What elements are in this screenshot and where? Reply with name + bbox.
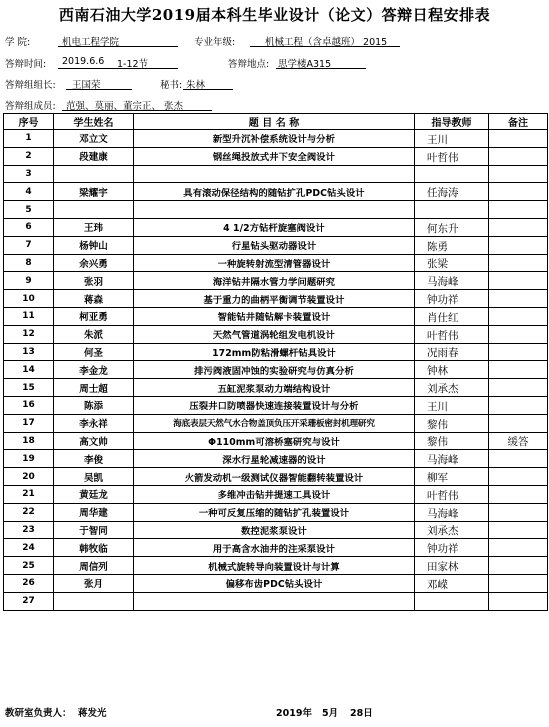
advisor-name: 马海峰	[415, 450, 489, 468]
time-period: 1-12节	[117, 59, 149, 70]
members-label: 答辩组成员:	[5, 101, 56, 112]
table-row	[4, 183, 548, 201]
topic-title: Φ110mm可溶桥塞研究与设计	[134, 432, 415, 450]
advisor-name: 邓嵘	[415, 574, 489, 592]
table-row	[4, 218, 548, 236]
leader-label: 答辩组组长:	[5, 80, 56, 91]
advisor-name: 叶哲伟	[415, 485, 489, 503]
student-name: 韩牧临	[54, 539, 134, 557]
row-number: 17	[4, 414, 54, 432]
row-note	[489, 414, 548, 432]
row-note	[489, 574, 548, 592]
advisor-name: 田家林	[415, 557, 489, 575]
date-day: 28日	[350, 708, 373, 719]
row-number: 16	[4, 396, 54, 414]
row-number: 3	[4, 165, 54, 183]
header-note: 备注	[489, 114, 548, 130]
row-number: 10	[4, 290, 54, 308]
advisor-name: 任海涛	[415, 183, 489, 201]
row-note	[489, 396, 548, 414]
topic-title: 智能钻井随钻解卡装置设计	[134, 307, 415, 325]
row-number: 19	[4, 450, 54, 468]
advisor-name: 刘承杰	[415, 521, 489, 539]
table-row	[4, 396, 548, 414]
major-value: 机械工程（含卓越班） 2015	[265, 37, 388, 48]
topic-title: 新型升沉补偿系统设计与分析	[134, 130, 415, 148]
members-underline	[62, 110, 212, 111]
topic-title: 天然气管道涡轮组发电机设计	[134, 325, 415, 343]
row-note	[489, 468, 548, 486]
student-name: 梁耀宇	[54, 183, 134, 201]
topic-title: 偏移布齿PDC钻头设计	[134, 574, 415, 592]
header-no: 序号	[4, 114, 54, 130]
table-row	[4, 165, 548, 183]
advisor-name: 王川	[415, 130, 489, 148]
row-number: 8	[4, 254, 54, 272]
row-note	[489, 325, 548, 343]
student-name: 李金龙	[54, 361, 134, 379]
row-number: 24	[4, 539, 54, 557]
topic-title: 多维冲击钻井提速工具设计	[134, 485, 415, 503]
student-name: 李永祥	[54, 414, 134, 432]
table-body	[4, 130, 548, 611]
student-name	[54, 201, 134, 219]
row-note	[489, 183, 548, 201]
table-row	[4, 130, 548, 148]
row-number: 7	[4, 236, 54, 254]
student-name: 蒋森	[54, 290, 134, 308]
table-row	[4, 290, 548, 308]
row-number: 1	[4, 130, 54, 148]
advisor-name	[415, 165, 489, 183]
schedule-table	[3, 113, 548, 611]
row-note	[489, 361, 548, 379]
student-name: 何圣	[54, 343, 134, 361]
director-label: 教研室负责人：	[5, 708, 72, 719]
row-note	[489, 379, 548, 397]
row-number: 4	[4, 183, 54, 201]
row-note	[489, 503, 548, 521]
table-row	[4, 574, 548, 592]
advisor-name: 何东升	[415, 218, 489, 236]
director-value: 蒋发光	[78, 708, 107, 719]
topic-title: 钢丝绳投放式井下安全阀设计	[134, 147, 415, 165]
table-row	[4, 432, 548, 450]
secretary-label: 秘书:	[160, 80, 183, 91]
row-number: 15	[4, 379, 54, 397]
table-row	[4, 343, 548, 361]
student-name: 柯亚勇	[54, 307, 134, 325]
topic-title: 五缸泥浆泵动力端结构设计	[134, 379, 415, 397]
student-name: 黄廷龙	[54, 485, 134, 503]
table-row	[4, 450, 548, 468]
advisor-name: 况雨春	[415, 343, 489, 361]
college-underline	[58, 46, 178, 47]
row-number: 26	[4, 574, 54, 592]
student-name: 余兴勇	[54, 254, 134, 272]
advisor-name	[415, 201, 489, 219]
advisor-name: 钟林	[415, 361, 489, 379]
student-name	[54, 165, 134, 183]
table-row	[4, 468, 548, 486]
table-row	[4, 361, 548, 379]
table-row	[4, 592, 548, 610]
table-row	[4, 521, 548, 539]
time-underline	[58, 68, 178, 69]
header-advisor: 指导教师	[415, 114, 489, 130]
row-number: 6	[4, 218, 54, 236]
row-note	[489, 592, 548, 610]
row-note	[489, 254, 548, 272]
row-note	[489, 290, 548, 308]
row-note	[489, 218, 548, 236]
row-number: 11	[4, 307, 54, 325]
table-row	[4, 325, 548, 343]
topic-title: 机械式旋转导向装置设计与计算	[134, 557, 415, 575]
table-row	[4, 272, 548, 290]
table-row	[4, 236, 548, 254]
header-topic: 题 目 名 称	[134, 114, 415, 130]
row-note	[489, 539, 548, 557]
student-name: 王玮	[54, 218, 134, 236]
student-name: 高文帅	[54, 432, 134, 450]
row-number: 18	[4, 432, 54, 450]
topic-title: 数控泥浆泵设计	[134, 521, 415, 539]
student-name: 于智同	[54, 521, 134, 539]
row-note	[489, 147, 548, 165]
student-name: 邓立文	[54, 130, 134, 148]
table-row	[4, 147, 548, 165]
advisor-name: 马海峰	[415, 272, 489, 290]
table-header-row	[4, 114, 548, 130]
student-name: 李俊	[54, 450, 134, 468]
advisor-name: 刘承杰	[415, 379, 489, 397]
row-note	[489, 557, 548, 575]
time-date: 2019.6.6	[62, 56, 105, 67]
student-name	[54, 592, 134, 610]
topic-title: 海洋钻井隔水管力学问题研究	[134, 272, 415, 290]
location-label: 答辩地点:	[228, 59, 270, 70]
student-name: 张羽	[54, 272, 134, 290]
time-label: 答辩时间:	[5, 59, 47, 70]
major-label: 专业年级:	[194, 37, 236, 48]
row-number: 27	[4, 592, 54, 610]
advisor-name: 黎伟	[415, 414, 489, 432]
advisor-name: 叶哲伟	[415, 325, 489, 343]
row-number: 9	[4, 272, 54, 290]
row-number: 23	[4, 521, 54, 539]
row-note	[489, 236, 548, 254]
leader-value: 王国荣	[72, 80, 101, 91]
row-number: 20	[4, 468, 54, 486]
date-month: 5月	[322, 708, 339, 719]
topic-title: 4 1/2方钻杆旋塞阀设计	[134, 218, 415, 236]
advisor-name: 钟功祥	[415, 290, 489, 308]
table-row	[4, 485, 548, 503]
topic-title: 排污阀液固冲蚀的实验研究与仿真分析	[134, 361, 415, 379]
row-number: 13	[4, 343, 54, 361]
student-name: 周信列	[54, 557, 134, 575]
table-row	[4, 307, 548, 325]
header-name: 学生姓名	[54, 114, 134, 130]
topic-title: 172mm防粘滑螺杆钻具设计	[134, 343, 415, 361]
topic-title: 行星钻头驱动器设计	[134, 236, 415, 254]
topic-title: 具有滚动保径结构的随钻扩孔PDC钻头设计	[134, 183, 415, 201]
row-number: 2	[4, 147, 54, 165]
date-year: 2019年	[276, 708, 312, 719]
advisor-name: 王川	[415, 396, 489, 414]
row-number: 5	[4, 201, 54, 219]
student-name: 周士超	[54, 379, 134, 397]
student-name: 张月	[54, 574, 134, 592]
student-name: 周华建	[54, 503, 134, 521]
row-number: 12	[4, 325, 54, 343]
advisor-name: 柳军	[415, 468, 489, 486]
secretary-value: 朱林	[186, 80, 206, 91]
student-name: 吴凯	[54, 468, 134, 486]
advisor-name: 肖仕红	[415, 307, 489, 325]
student-name: 陈添	[54, 396, 134, 414]
topic-title	[134, 592, 415, 610]
advisor-name	[415, 592, 489, 610]
topic-title: 一种旋转射流型清管器设计	[134, 254, 415, 272]
row-number: 21	[4, 485, 54, 503]
student-name: 段建康	[54, 147, 134, 165]
major-underline	[250, 46, 400, 47]
secretary-underline	[183, 89, 233, 90]
members-value: 范强、莫丽、董宗正、 张杰	[66, 101, 184, 112]
row-number: 25	[4, 557, 54, 575]
topic-title: 压裂井口防喷器快速连接装置设计与分析	[134, 396, 415, 414]
row-note	[489, 272, 548, 290]
table-row	[4, 254, 548, 272]
student-name: 杨钟山	[54, 236, 134, 254]
row-note	[489, 343, 548, 361]
topic-title: 深水行星轮减速器的设计	[134, 450, 415, 468]
location-value: 思学楼A315	[278, 59, 332, 70]
row-note	[489, 165, 548, 183]
table-row	[4, 414, 548, 432]
advisor-name: 叶哲伟	[415, 147, 489, 165]
row-note	[489, 201, 548, 219]
page-title: 西南石油大学2019届本科生毕业设计（论文）答辩日程安排表	[58, 6, 491, 24]
row-note	[489, 307, 548, 325]
location-underline	[276, 68, 366, 69]
college-label: 学 院:	[5, 37, 31, 48]
row-number: 14	[4, 361, 54, 379]
row-note	[489, 130, 548, 148]
student-name: 朱派	[54, 325, 134, 343]
table-row	[4, 201, 548, 219]
topic-title: 用于高含水油井的注采泵设计	[134, 539, 415, 557]
topic-title: 火箭发动机一级测试仪器智能翻转装置设计	[134, 468, 415, 486]
leader-underline	[66, 89, 132, 90]
topic-title	[134, 201, 415, 219]
topic-title	[134, 165, 415, 183]
row-note	[489, 485, 548, 503]
table-row	[4, 539, 548, 557]
row-note	[489, 521, 548, 539]
college-value: 机电工程学院	[62, 37, 120, 48]
topic-title: 基于重力的曲柄平衡调节装置设计	[134, 290, 415, 308]
table-row	[4, 557, 548, 575]
row-note: 缓答	[489, 432, 548, 450]
advisor-name: 钟功祥	[415, 539, 489, 557]
advisor-name: 陈勇	[415, 236, 489, 254]
topic-title: 海底表层天然气水合物盖顶负压开采珊板密封机理研究	[134, 414, 415, 432]
table-row	[4, 379, 548, 397]
advisor-name: 黎伟	[415, 432, 489, 450]
row-number: 22	[4, 503, 54, 521]
topic-title: 一种可反复压缩的随钻扩孔装置设计	[134, 503, 415, 521]
advisor-name: 马海峰	[415, 503, 489, 521]
advisor-name: 张梁	[415, 254, 489, 272]
row-note	[489, 450, 548, 468]
table-row	[4, 503, 548, 521]
